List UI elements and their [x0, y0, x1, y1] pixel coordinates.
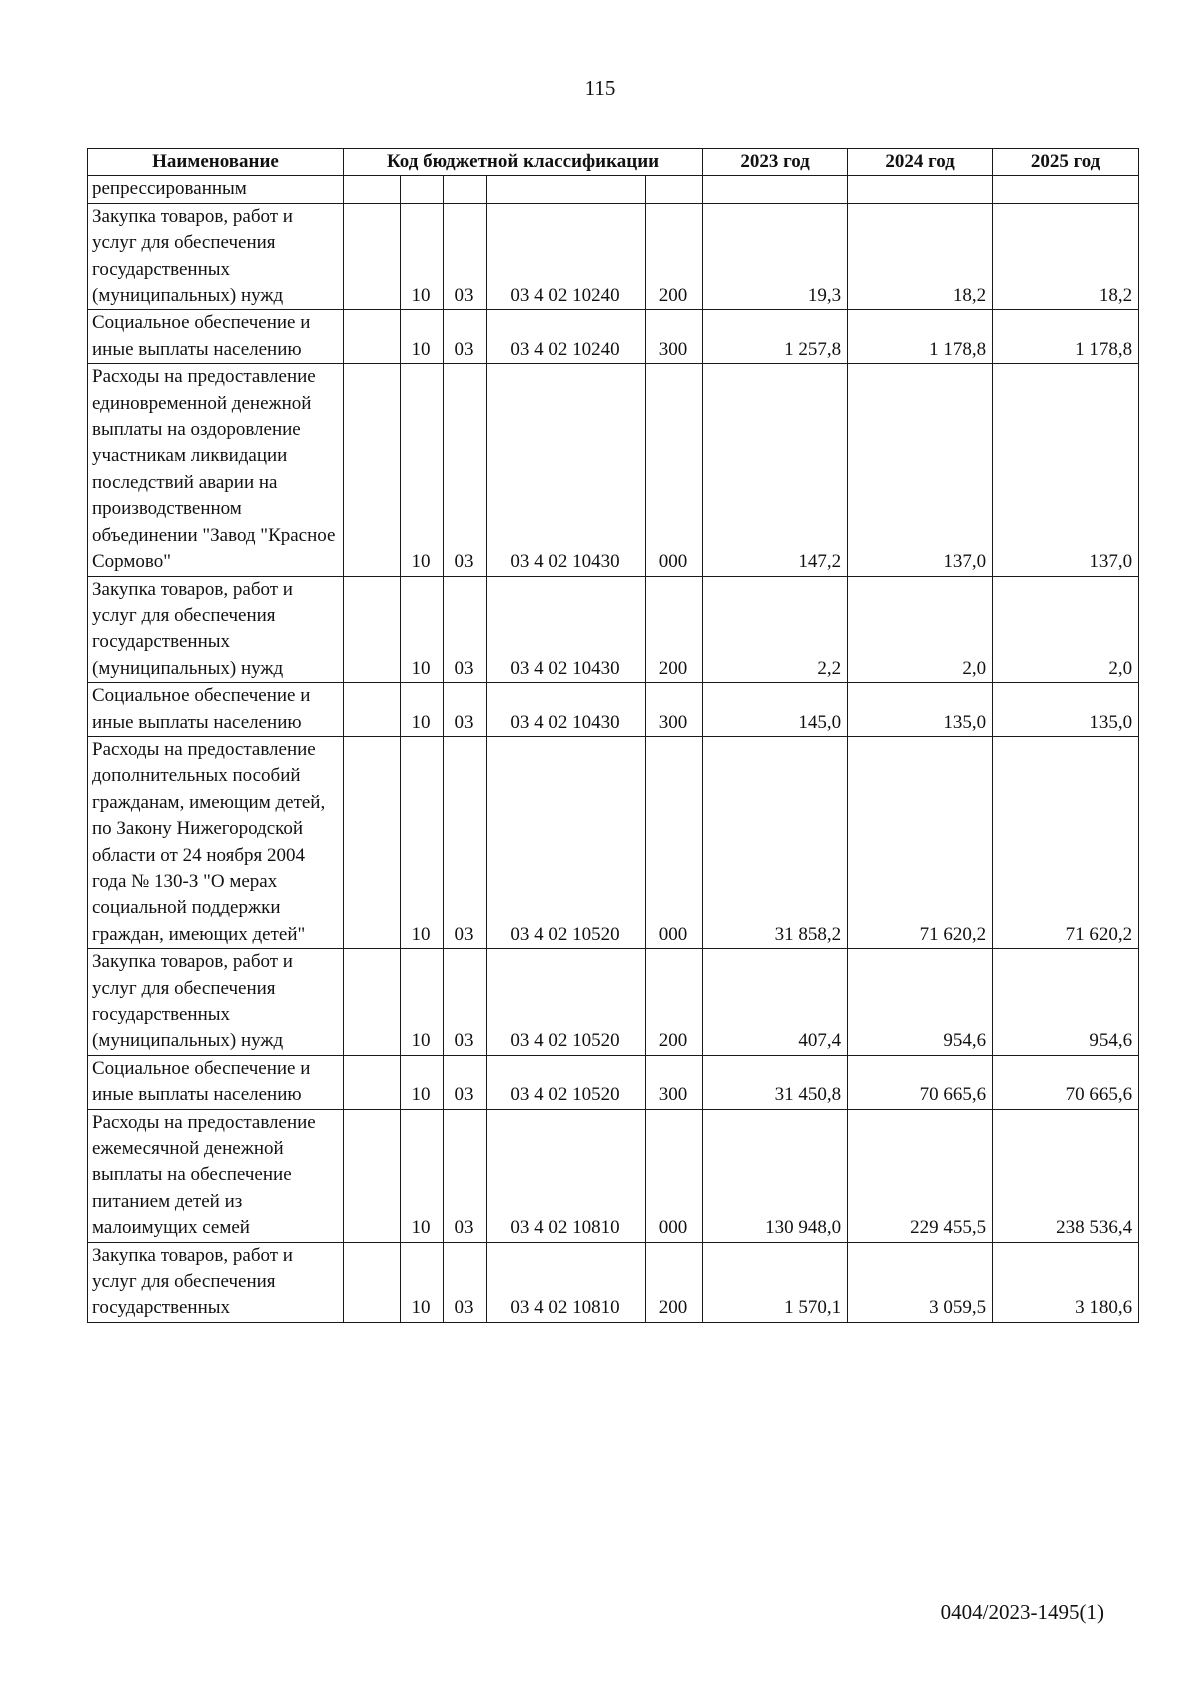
- row-value-2023: 31 858,2: [703, 736, 848, 948]
- row-name: Социальное обеспечение и иные выплаты населению: [88, 1055, 344, 1109]
- row-code-expense-type: 000: [646, 364, 703, 576]
- row-code-subsection: 03: [444, 683, 487, 737]
- row-code-section: 10: [401, 949, 444, 1056]
- row-code-empty: [344, 1055, 401, 1109]
- row-value-2024: 137,0: [848, 364, 993, 576]
- header-code: Код бюджетной классификации: [344, 149, 703, 176]
- row-value-2024: [848, 176, 993, 203]
- table-row: [88, 1109, 1139, 1242]
- row-code-expense-type: 300: [646, 310, 703, 364]
- row-code-target: 03 4 02 10240: [487, 310, 646, 364]
- table-row: [88, 1055, 1139, 1109]
- row-code-expense-type: 200: [646, 1242, 703, 1322]
- row-code-section: 10: [401, 1242, 444, 1322]
- row-value-2023: 1 257,8: [703, 310, 848, 364]
- row-code-target: 03 4 02 10520: [487, 1055, 646, 1109]
- row-code-subsection: 03: [444, 576, 487, 683]
- row-value-2023: 19,3: [703, 203, 848, 310]
- row-code-target: 03 4 02 10430: [487, 683, 646, 737]
- row-code-section: 10: [401, 310, 444, 364]
- row-code-target: 03 4 02 10240: [487, 203, 646, 310]
- table-row: [88, 1242, 1139, 1322]
- row-code-expense-type: 000: [646, 1109, 703, 1242]
- row-code-expense-type: [646, 176, 703, 203]
- row-code-expense-type: 200: [646, 576, 703, 683]
- table-row: [88, 949, 1139, 1056]
- row-name: Закупка товаров, работ и услуг для обеспечения государственных (муниципальных) нужд: [88, 203, 344, 310]
- table-row: [88, 310, 1139, 364]
- row-code-target: 03 4 02 10430: [487, 364, 646, 576]
- table-row: [88, 364, 1139, 576]
- row-value-2025: 2,0: [993, 576, 1139, 683]
- row-value-2023: 31 450,8: [703, 1055, 848, 1109]
- row-code-expense-type: 200: [646, 203, 703, 310]
- row-name: Закупка товаров, работ и услуг для обеспечения государственных: [88, 1242, 344, 1322]
- row-code-empty: [344, 176, 401, 203]
- row-code-empty: [344, 203, 401, 310]
- row-value-2023: 1 570,1: [703, 1242, 848, 1322]
- row-name: Закупка товаров, работ и услуг для обеспечения государственных (муниципальных) нужд: [88, 576, 344, 683]
- row-value-2024: 1 178,8: [848, 310, 993, 364]
- row-code-empty: [344, 736, 401, 948]
- row-code-section: 10: [401, 736, 444, 948]
- row-value-2025: 1 178,8: [993, 310, 1139, 364]
- row-value-2024: 70 665,6: [848, 1055, 993, 1109]
- row-value-2024: 18,2: [848, 203, 993, 310]
- row-name: Социальное обеспечение и иные выплаты населению: [88, 310, 344, 364]
- row-code-subsection: 03: [444, 1109, 487, 1242]
- row-code-empty: [344, 683, 401, 737]
- row-value-2024: 135,0: [848, 683, 993, 737]
- header-2025: 2025 год: [993, 149, 1139, 176]
- row-code-section: 10: [401, 364, 444, 576]
- row-code-expense-type: 200: [646, 949, 703, 1056]
- row-value-2025: 3 180,6: [993, 1242, 1139, 1322]
- row-value-2023: 147,2: [703, 364, 848, 576]
- row-value-2025: 137,0: [993, 364, 1139, 576]
- row-value-2024: 3 059,5: [848, 1242, 993, 1322]
- row-name: репрессированным: [88, 176, 344, 203]
- row-code-subsection: 03: [444, 364, 487, 576]
- row-code-empty: [344, 1242, 401, 1322]
- row-code-target: 03 4 02 10810: [487, 1109, 646, 1242]
- row-code-expense-type: 300: [646, 683, 703, 737]
- row-code-subsection: 03: [444, 1242, 487, 1322]
- row-value-2025: 135,0: [993, 683, 1139, 737]
- document-number: 0404/2023-1495(1): [940, 1600, 1104, 1624]
- row-code-subsection: 03: [444, 1055, 487, 1109]
- row-value-2024: 71 620,2: [848, 736, 993, 948]
- row-code-empty: [344, 576, 401, 683]
- row-code-expense-type: 000: [646, 736, 703, 948]
- table-row: [88, 736, 1139, 948]
- table-row: [88, 203, 1139, 310]
- row-code-section: [401, 176, 444, 203]
- row-name: Социальное обеспечение и иные выплаты населению: [88, 683, 344, 737]
- header-2023: 2023 год: [703, 149, 848, 176]
- row-code-subsection: 03: [444, 203, 487, 310]
- row-value-2025: 70 665,6: [993, 1055, 1139, 1109]
- row-value-2025: 18,2: [993, 203, 1139, 310]
- row-code-subsection: 03: [444, 310, 487, 364]
- row-code-section: 10: [401, 576, 444, 683]
- table-body: [88, 176, 1139, 1322]
- row-code-empty: [344, 1109, 401, 1242]
- row-name: Расходы на предоставление дополнительных пособий гражданам, имеющим детей, по Закону Нижегородской области от 24 ноября 2004 года № 130-З "О мерах социальной поддержки граждан, имеющих детей": [88, 736, 344, 948]
- row-name: Закупка товаров, работ и услуг для обеспечения государственных (муниципальных) нужд: [88, 949, 344, 1056]
- table-row: [88, 576, 1139, 683]
- row-code-section: 10: [401, 1055, 444, 1109]
- row-value-2023: 407,4: [703, 949, 848, 1056]
- row-code-empty: [344, 949, 401, 1056]
- row-code-section: 10: [401, 203, 444, 310]
- row-value-2025: [993, 176, 1139, 203]
- row-value-2025: 71 620,2: [993, 736, 1139, 948]
- row-code-target: 03 4 02 10520: [487, 949, 646, 1056]
- row-value-2023: 2,2: [703, 576, 848, 683]
- row-code-target: [487, 176, 646, 203]
- table-row: [88, 176, 1139, 203]
- row-value-2023: 145,0: [703, 683, 848, 737]
- row-code-target: 03 4 02 10520: [487, 736, 646, 948]
- row-code-subsection: 03: [444, 736, 487, 948]
- row-value-2023: 130 948,0: [703, 1109, 848, 1242]
- row-value-2024: 229 455,5: [848, 1109, 993, 1242]
- row-code-subsection: [444, 176, 487, 203]
- row-code-target: 03 4 02 10810: [487, 1242, 646, 1322]
- row-code-expense-type: 300: [646, 1055, 703, 1109]
- row-code-section: 10: [401, 1109, 444, 1242]
- row-code-empty: [344, 364, 401, 576]
- row-value-2023: [703, 176, 848, 203]
- row-value-2024: 954,6: [848, 949, 993, 1056]
- row-code-empty: [344, 310, 401, 364]
- page-number: 115: [584, 76, 616, 100]
- header-2024: 2024 год: [848, 149, 993, 176]
- row-code-section: 10: [401, 683, 444, 737]
- header-name: Наименование: [88, 149, 344, 176]
- row-code-subsection: 03: [444, 949, 487, 1056]
- row-name: Расходы на предоставление ежемесячной денежной выплаты на обеспечение питанием детей из малоимущих семей: [88, 1109, 344, 1242]
- row-value-2025: 954,6: [993, 949, 1139, 1056]
- budget-table: [87, 148, 1139, 1323]
- table-row: [88, 683, 1139, 737]
- row-code-target: 03 4 02 10430: [487, 576, 646, 683]
- row-name: Расходы на предоставление единовременной денежной выплаты на оздоровление участникам ликвидации последствий аварии на производственном объединении "Завод "Красное Сормово": [88, 364, 344, 576]
- row-value-2025: 238 536,4: [993, 1109, 1139, 1242]
- table-header-row: [88, 149, 1139, 176]
- row-value-2024: 2,0: [848, 576, 993, 683]
